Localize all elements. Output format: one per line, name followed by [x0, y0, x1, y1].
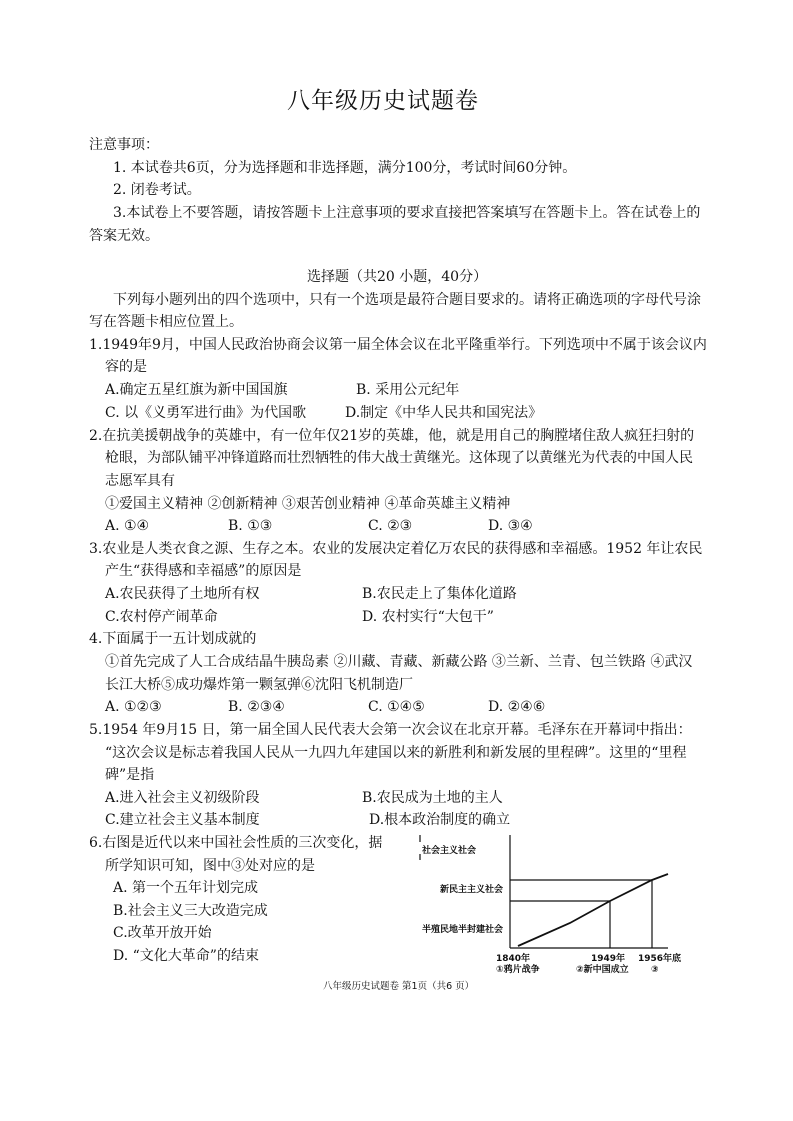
option: B.社会主义三大改造完成 — [113, 903, 268, 919]
option: B. ①③ — [228, 518, 273, 534]
question-stem: 3.农业是人类衣食之源、生存之本。农业的发展决定着亿万农民的获得感和幸福感。1952 年让农民 — [89, 541, 703, 557]
note-item: 1. 本试卷共6页，分为选择题和非选择题，满分100分，考试时间60分钟。 — [113, 160, 577, 176]
option: D. ③④ — [488, 518, 533, 534]
question-stem: 碑”是指 — [105, 767, 155, 783]
x-event-prc-founding: ②新中国成立 — [576, 965, 629, 975]
y-label-socialist: 社会主义社会 — [422, 846, 477, 856]
x-year-1949: 1949年 — [591, 954, 626, 964]
option: A. ①④ — [105, 518, 150, 534]
question-stem: 容的是 — [105, 359, 147, 375]
x-event-marker-3: ③ — [651, 965, 659, 975]
statement-list: ①爱国主义精神 ②创新精神 ③艰苦创业精神 ④革命英雄主义精神 — [105, 496, 511, 512]
option: C. ②③ — [368, 518, 413, 534]
option: B. ②③④ — [228, 699, 285, 715]
option: C. 以《义勇军进行曲》为代国歌 — [105, 405, 307, 421]
y-label-new-democratic: 新民主主义社会 — [440, 885, 504, 895]
option: A. 第一个五年计划完成 — [113, 880, 259, 896]
x-event-opium-war: ①鸦片战争 — [496, 965, 540, 975]
option: A.进入社会主义初级阶段 — [105, 790, 260, 806]
question-stem: 5.1954 年9月15 日，第一届全国人民代表大会第一次会议在北京开幕。毛泽东在开幕词中指出： — [89, 722, 692, 738]
option: D. ②④⑥ — [488, 699, 546, 715]
statement-list: 长江大桥⑤成功爆炸第一颗氢弹⑥沈阳飞机制造厂 — [105, 677, 413, 693]
option: A. ①②③ — [105, 699, 162, 715]
section-intro: 写在答题卡相应位置上。 — [89, 314, 243, 330]
section-title: 选择题（共20 小题，40分） — [307, 269, 488, 285]
x-year-1956: 1956年底 — [638, 954, 682, 964]
option: C. ①④⑤ — [368, 699, 425, 715]
social-change-diagram — [410, 830, 700, 978]
option: C.农村停产闹革命 — [105, 609, 218, 625]
y-label-semi-colonial: 半殖民地半封建社会 — [422, 925, 504, 935]
question-stem: 产生“获得感和幸福感”的原因是 — [105, 563, 302, 579]
option: D. 农村实行“大包干” — [362, 609, 494, 625]
question-stem: “这次会议是标志着我国人民从一九四九年建国以来的新胜利和新发展的里程碑”。这里的“里程 — [105, 745, 687, 761]
option: D. “文化大革命”的结束 — [113, 948, 259, 964]
page-footer: 八年级历史试题卷 第1页（共6 页） — [323, 981, 475, 992]
option: A.农民获得了土地所有权 — [105, 586, 260, 602]
question-stem: 所学知识可知，图中③处对应的是 — [105, 858, 315, 874]
question-stem: 6.右图是近代以来中国社会性质的三次变化，据 — [89, 835, 383, 851]
question-stem: 枪眼，为部队铺平冲锋道路而壮烈牺牲的伟大战士黄继光。这体现了以黄继光为代表的中国人民 — [105, 450, 693, 466]
note-item: 2. 闭卷考试。 — [113, 182, 201, 198]
x-year-1840: 1840年 — [496, 954, 531, 964]
option: A.确定五星红旗为新中国国旗 — [105, 382, 288, 398]
option: B.农民走上了集体化道路 — [362, 586, 517, 602]
section-intro: 下列每小题列出的四个选项中，只有一个选项是最符合题目要求的。请将正确选项的字母代号涂 — [113, 292, 701, 308]
question-stem: 1.1949年9月，中国人民政治协商会议第一届全体会议在北平隆重举行。下列选项中不属于该会议内 — [89, 337, 707, 353]
page-title: 八年级历史试题卷 — [287, 88, 479, 114]
note-item: 答案无效。 — [89, 228, 159, 244]
option: D.根本政治制度的确立 — [369, 812, 511, 828]
trend-line — [518, 874, 668, 946]
option: B. 采用公元纪年 — [356, 382, 460, 398]
option: C.建立社会主义基本制度 — [105, 812, 260, 828]
question-stem: 2.在抗美援朝战争的英雄中，有一位年仅21岁的英雄，他，就是用自己的胸膛堵住敌人疯狂扫射的 — [89, 428, 695, 444]
option: D.制定《中华人民共和国宪法》 — [345, 405, 543, 421]
question-stem: 4.下面属于一五计划成就的 — [89, 631, 257, 647]
option: B.农民成为土地的主人 — [362, 790, 503, 806]
option: C.改革开放开始 — [113, 925, 212, 941]
question-stem: 志愿军具有 — [105, 473, 175, 489]
statement-list: ①首先完成了人工合成结晶牛胰岛素 ②川藏、青藏、新藏公路 ③兰新、兰青、包兰铁路 ④武汉 — [105, 654, 693, 670]
note-item: 3.本试卷上不要答题，请按答题卡上注意事项的要求直接把答案填写在答题卡上。答在试卷上的 — [113, 205, 701, 221]
notes-heading: 注意事项： — [89, 137, 159, 153]
